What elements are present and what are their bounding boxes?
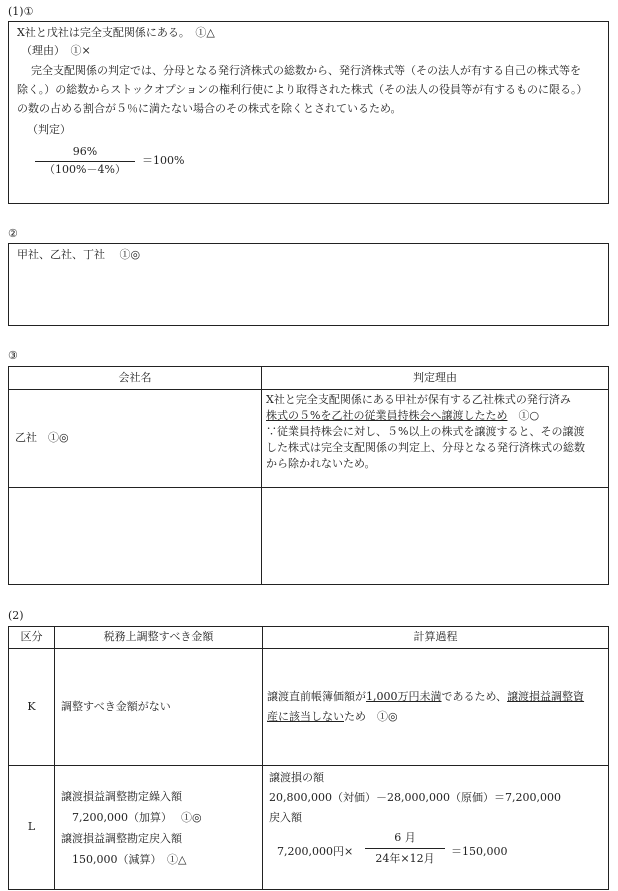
part2-k-calc-line-2: [267, 707, 604, 727]
q1-reason-line-2: 除く。）の総数からストックオプションの権利行使により取得された株式（その法人の役員等が有するものに限る。）: [17, 83, 588, 96]
part2-l-fraction-denominator: 24年×12月: [375, 852, 435, 865]
q3-row2-company: [9, 488, 262, 585]
q1-heading: (1)①: [8, 5, 34, 18]
part2-col-kubun: 区分: [9, 627, 55, 649]
part2-col-amount: 税務上調整すべき金額: [55, 627, 263, 649]
part2-l-amount-line-3: 譲渡損益調整勘定戻入額: [61, 831, 182, 845]
table-row: [9, 649, 609, 766]
q2-answer-box: [8, 243, 609, 326]
part2-k-calc-1b: 1,000万円未満: [366, 690, 442, 703]
q1-answer-box: [8, 21, 609, 204]
part2-l-amount: [55, 766, 263, 890]
part2-l-calc-line-3: 戻入額: [269, 811, 302, 824]
table-row: [9, 488, 609, 585]
part2-heading: (2): [8, 609, 24, 622]
part2-l-fraction-numerator: 6 月: [365, 828, 445, 849]
q1-judge-label: （判定）: [27, 123, 71, 136]
part2-l-calc-line-1: 譲渡損の額: [269, 771, 324, 784]
q2-heading: ②: [8, 227, 18, 240]
part2-k-calc-2a: 産に該当しない: [267, 710, 344, 723]
table-row: [9, 390, 609, 488]
q3-reason-line-3: ∵従業員持株会に対し、５%以上の株式を譲渡すると、その譲渡: [266, 425, 585, 438]
q3-reason-line-2-wrap: [266, 408, 604, 424]
q2-answer: 甲社、乙社、丁社 ①◎: [17, 248, 141, 261]
part2-l-amount-line-1: 譲渡損益調整勘定繰入額: [61, 789, 182, 803]
q3-reason-line-5: から除かれないため。: [266, 457, 376, 470]
q1-reason-label: （理由） ①×: [21, 44, 91, 57]
q3-row1-reason: [262, 390, 609, 488]
q3-row1-company: 乙社 ①◎: [9, 390, 262, 488]
part2-k-calc-1c: であるため、: [441, 690, 508, 703]
q3-heading: ③: [8, 349, 18, 362]
part2-l-frac-prefix: 7,200,000円×: [277, 845, 354, 858]
q3-reason-mark: ①○: [507, 409, 540, 422]
part2-col-calc: 計算過程: [263, 627, 609, 649]
q1-answer: X社と戊社は完全支配関係にある。 ①△: [17, 26, 215, 39]
part2-k-calc-1a: 譲渡直前帳簿価額が: [267, 690, 366, 703]
q1-fraction-denominator: （100%－4%）: [44, 162, 126, 176]
q3-reason-line-1: X社と完全支配関係にある甲社が保有する乙社株式の発行済み: [266, 393, 571, 406]
part2-k-calc: [263, 649, 609, 766]
part2-k-label: K: [9, 649, 55, 766]
q1-fraction-numerator: 96%: [35, 144, 135, 162]
part2-l-amount-line-4: 150,000（減算） ①△: [61, 852, 187, 866]
part2-l-label: L: [9, 766, 55, 890]
q1-reason-line-3: の数の占める割合が５％に満たない場合のその株式を除くとされているため。: [17, 102, 402, 115]
part2-k-calc-2b: ため ①◎: [344, 710, 398, 723]
q3-col-reason: 判定理由: [262, 367, 609, 390]
part2-l-calc-formula: [269, 828, 602, 872]
table-row: [9, 627, 609, 649]
part2-l-calc: [263, 766, 609, 890]
table-row: [9, 367, 609, 390]
part2-k-calc-1d: 譲渡損益調整資: [507, 690, 585, 703]
q3-reason-line-2: 株式の５%を乙社の従業員持株会へ譲渡したため: [266, 409, 508, 422]
part2-k-amount: 調整すべき金額がない: [55, 649, 263, 766]
part2-l-frac-result: ＝150,000: [451, 845, 508, 858]
q3-reason-line-4: した株式は完全支配関係の判定上、分母となる発行済株式の総数: [266, 441, 585, 454]
q3-table: [8, 366, 609, 585]
part2-l-calc-line-2: 20,800,000（対価）－28,000,000（原価）＝7,200,000: [269, 791, 561, 804]
q1-fraction: [35, 144, 135, 178]
q3-col-company: 会社名: [9, 367, 262, 390]
table-row: [9, 766, 609, 890]
part2-k-calc-line-1: [267, 687, 604, 707]
part2-l-fraction: [365, 828, 445, 869]
q3-row2-reason: [262, 488, 609, 585]
part2-table: [8, 626, 609, 890]
q1-reason-line-1: 完全支配関係の判定では、分母となる発行済株式の総数から、発行済株式等（その法人が有する自己の株式等を: [31, 64, 581, 77]
q1-fraction-result: ＝100%: [142, 154, 185, 167]
part2-l-amount-line-2: 7,200,000（加算） ①◎: [61, 810, 202, 824]
